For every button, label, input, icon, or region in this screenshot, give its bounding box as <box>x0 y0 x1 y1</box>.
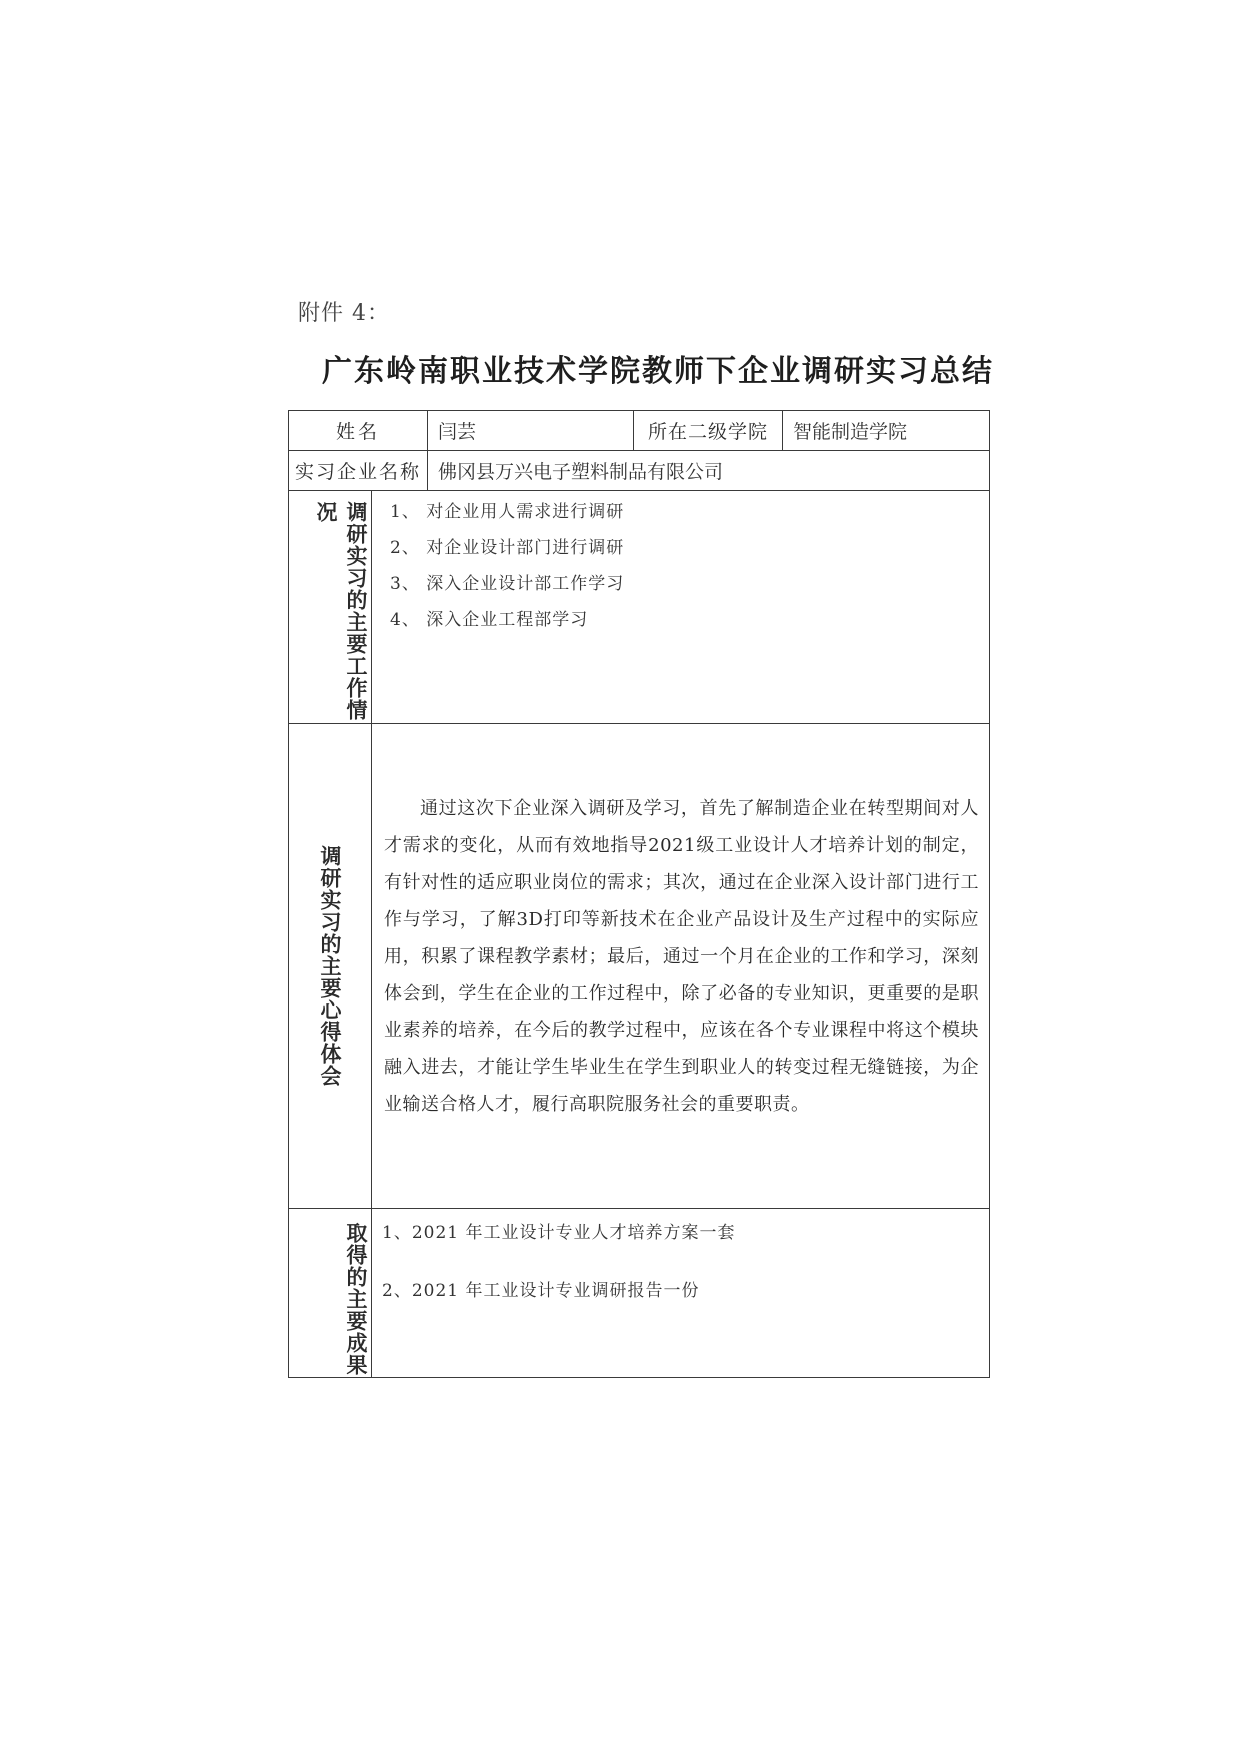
name-row <box>288 410 990 451</box>
work-label: 调研实习的主要工作情况 <box>288 490 372 724</box>
summary-form <box>288 410 990 1378</box>
experience-label: 调研实习的主要心得体会 <box>288 723 372 1209</box>
company-row <box>288 450 990 491</box>
work-content <box>371 490 990 724</box>
document-title: 广东岭南职业技术学院教师下企业调研实习总结 <box>322 354 994 389</box>
results-content <box>371 1208 990 1378</box>
experience-paragraph: 通过这次下企业深入调研及学习，首先了解制造企业在转型期间对人才需求的变化，从而有效地指导2021级工业设计人才培养计划的制定，有针对性的适应职业岗位的需求；其次，通过在企业深入设计部门进行工作与学习，了解3D打印等新技术在企业产品设计及生产过程中的实际应用，积累了课程教学素材；最后，通过一个月在企业的工作和学习，深刻体会到，学生在企业的工作过程中，除了必备的专业知识，更重要的是职业素养的培养，在今后的教学过程中，应该在各个专业课程中将这个模块融入进去，才能让学生毕业生在学生到职业人的转变过程无缝链接，为企业输送合格人才，履行高职院服务社会的重要职责。 <box>384 798 979 1115</box>
results-row <box>288 1208 990 1378</box>
experience-content <box>371 723 990 1209</box>
work-item: 3、 深入企业设计部工作学习 <box>390 574 625 594</box>
college-value: 智能制造学院 <box>782 410 990 451</box>
work-item: 1、 对企业用人需求进行调研 <box>390 502 625 522</box>
work-row <box>288 490 990 724</box>
company-label: 实习企业名称 <box>288 450 428 491</box>
company-value: 佛冈县万兴电子塑料制品有限公司 <box>427 450 990 491</box>
results-item: 1、2021 年工业设计专业人才培养方案一套 <box>382 1223 736 1243</box>
experience-row <box>288 723 990 1209</box>
work-item: 2、 对企业设计部门进行调研 <box>390 538 625 558</box>
name-value: 闫芸 <box>427 410 634 451</box>
results-label: 取得的主要成果 <box>288 1208 372 1378</box>
work-list <box>372 491 989 641</box>
college-label: 所在二级学院 <box>633 410 783 451</box>
results-item: 2、2021 年工业设计专业调研报告一份 <box>382 1281 700 1301</box>
attachment-label: 附件 4： <box>298 301 390 326</box>
results-list <box>372 1209 989 1335</box>
name-label: 姓名 <box>288 410 428 451</box>
work-item: 4、 深入企业工程部学习 <box>390 610 589 630</box>
